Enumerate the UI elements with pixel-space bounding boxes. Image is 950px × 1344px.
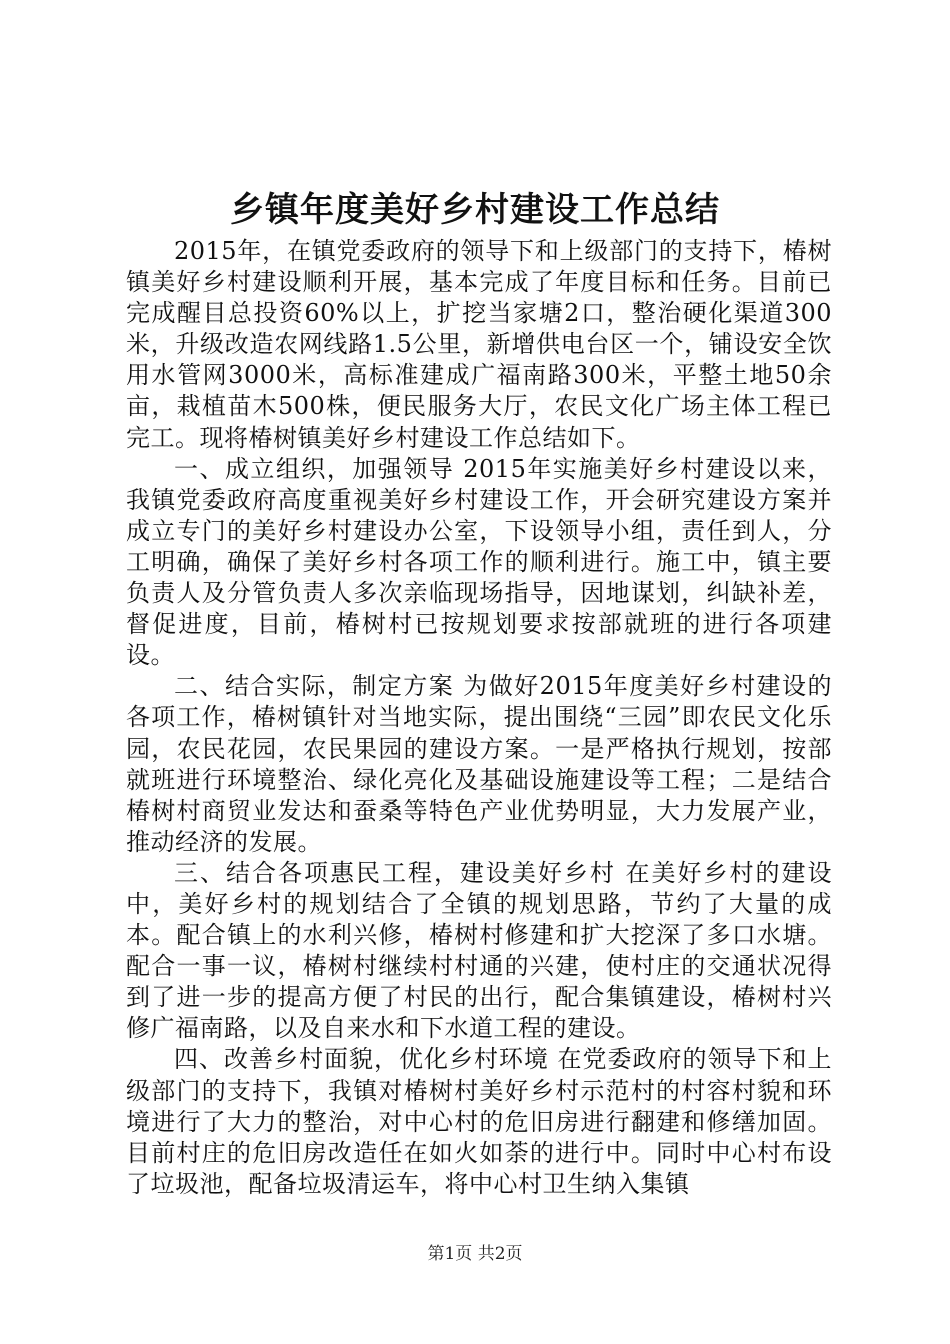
document-body — [126, 236, 832, 1200]
page-number-footer: 第1页 共2页 — [427, 1244, 523, 1264]
paragraph-section-1: 一、成立组织，加强领导 2015年实施美好乡村建设以来，我镇党委政府高度重视美好乡村建设工作，开会研究建设方案并成立专门的美好乡村建设办公室，下设领导小组，责任到人，分工明确，确保了美好乡村各项工作的顺利进行。施工中，镇主要负责人及分管负责人多次亲临现场指导，因地谋划，纠缺补差，督促进度，目前，椿树村已按规划要求按部就班的进行各项建设。 — [126, 454, 832, 670]
paragraph-section-3: 三、结合各项惠民工程，建设美好乡村 在美好乡村的建设中，美好乡村的规划结合了全镇的规划思路，节约了大量的成本。配合镇上的水利兴修，椿树村修建和扩大挖深了多口水塘。配合一事一议，椿树村继续村村通的兴建，使村庄的交通状况得到了进一步的提高方便了村民的出行，配合集镇建设，椿树村兴修广福南路，以及自来水和下水道工程的建设。 — [126, 858, 832, 1043]
paragraph-intro: 2015年，在镇党委政府的领导下和上级部门的支持下，椿树镇美好乡村建设顺利开展，基本完成了年度目标和任务。目前已完成醒目总投资60%以上，扩挖当家塘2口，整治硬化渠道300米，升级改造农网线路1.5公里，新增供电台区一个，铺设安全饮用水管网3000米，高标准建成广福南路300米，平整土地50余亩，栽植苗木500株，便民服务大厅，农民文化广场主体工程已完工。现将椿树镇美好乡村建设工作总结如下。 — [126, 237, 832, 452]
document-title: 乡镇年度美好乡村建设工作总结 — [230, 190, 720, 230]
paragraph-section-2: 二、结合实际，制定方案 为做好2015年度美好乡村建设的各项工作，椿树镇针对当地实际，提出围绕“三园”即农民文化乐园，农民花园，农民果园的建设方案。一是严格执行规划，按部就班进行环境整治、绿化亮化及基础设施建设等工程；二是结合椿树村商贸业发达和蚕桑等特色产业优势明显，大力发展产业，推动经济的发展。 — [126, 672, 832, 856]
paragraph-section-4: 四、改善乡村面貌，优化乡村环境 在党委政府的领导下和上级部门的支持下，我镇对椿树村美好乡村示范村的村容村貌和环境进行了大力的整治，对中心村的危旧房进行翻建和修缮加固。目前村庄的危旧房改造任在如火如荼的进行中。同时中心村布设了垃圾池，配备垃圾清运车，将中心村卫生纳入集镇 — [126, 1045, 832, 1198]
